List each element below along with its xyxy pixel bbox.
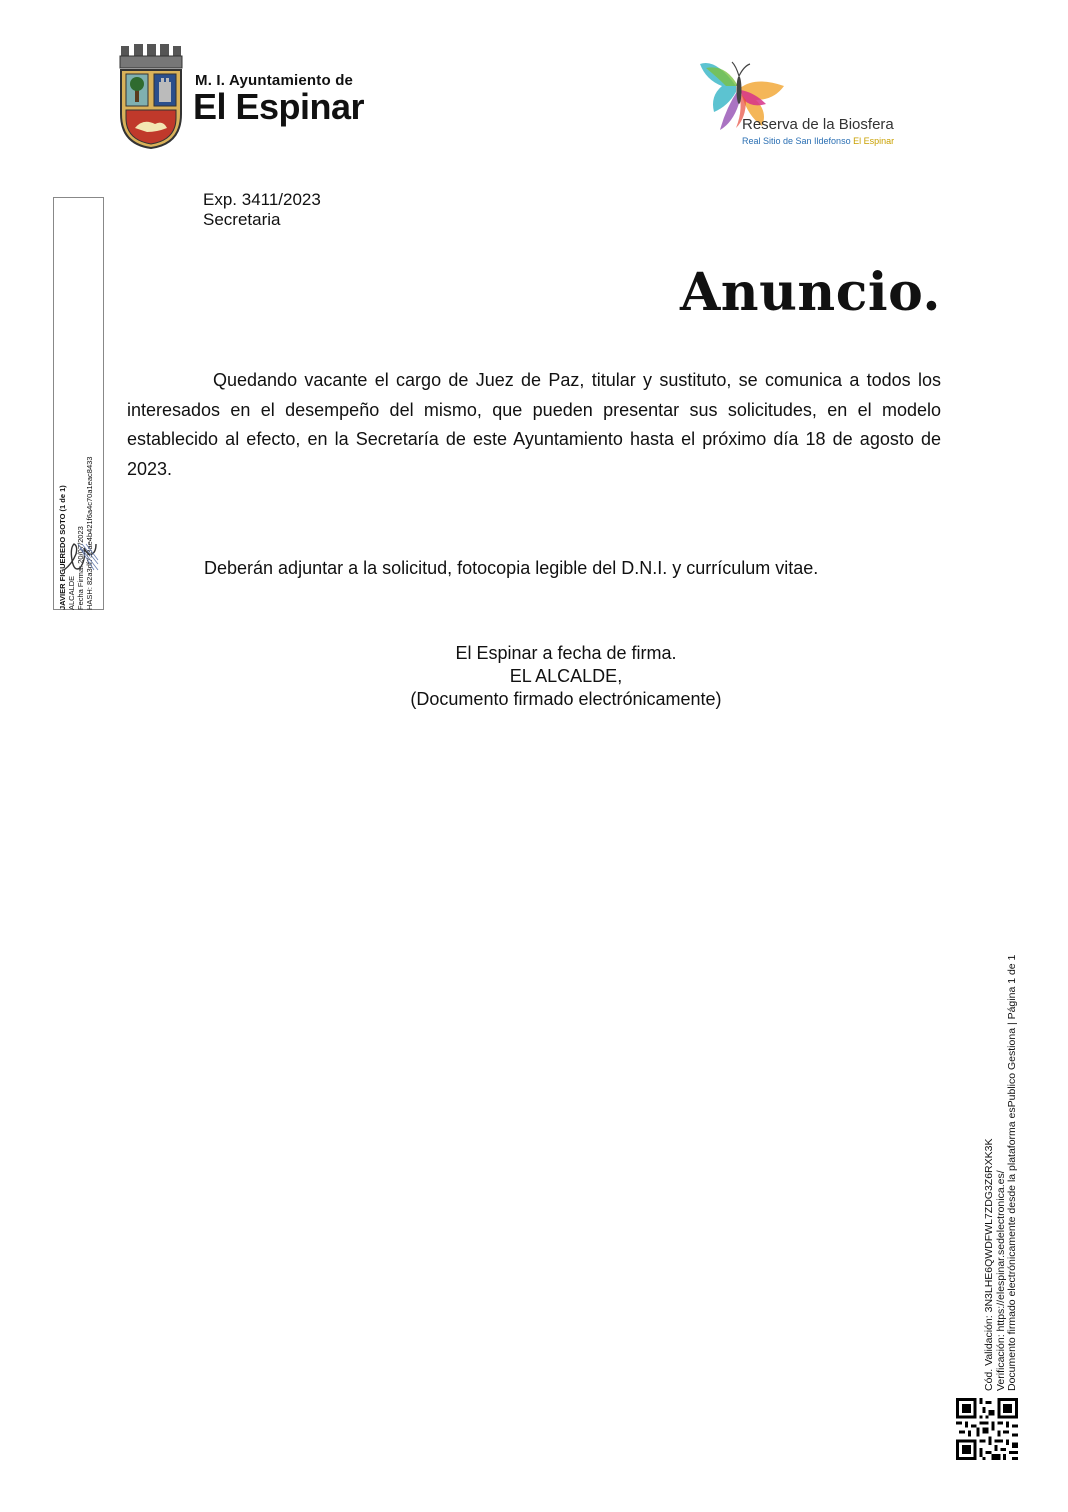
qr-code-icon (956, 1398, 1018, 1460)
biosphere-title: Reserva de la Biosfera (742, 116, 894, 133)
biosphere-subtitle-a: Real Sitio de San Ildefonso (742, 136, 851, 146)
verification-footer (984, 941, 1020, 1391)
signature-hash: HASH: 82a3df733ae4b421f6a4c70a1eac8433 (85, 456, 94, 610)
biosphere-subtitle-b: El Espinar (853, 136, 895, 146)
expedient-number: Exp. 3411/2023 (203, 190, 321, 209)
biosphere-subtitle (742, 136, 894, 146)
verification-url: Verificación: https://elespinar.sedelectronica.es/ (994, 1170, 1007, 1391)
handwritten-signature-icon (58, 534, 102, 578)
body-paragraph-1: Quedando vacante el cargo de Juez de Paz, titular y sustituto, se comunica a todos los interesados en el desempeño del mismo, que pueden presentar sus solicitudes, en el modelo establecido al efecto, en la Secretaría de este Ayuntamiento hasta el próximo día 18 de agosto de 2023. (127, 370, 941, 479)
coat-of-arms-logo (117, 44, 185, 150)
municipality-org-label: M. I. Ayuntamiento de (195, 72, 354, 89)
municipality-name: El Espinar (193, 86, 365, 127)
signer-role: ALCALDE (67, 575, 76, 610)
validation-code: Cód. Validación: 3N3LHE6QWDFWL7ZDG3Z6RXK3K (983, 1138, 995, 1391)
document-title: Anuncio. (679, 262, 941, 323)
place-date-line: El Espinar a fecha de firma. (455, 643, 677, 663)
body-paragraph-2: Deberán adjuntar a la solicitud, fotocopia legible del D.N.I. y currículum vitae. (204, 558, 819, 578)
department-label: Secretaria (203, 210, 281, 229)
signer-title: EL ALCALDE, (509, 666, 623, 686)
signature-date: Fecha Firma: 20/07/2023 (76, 526, 85, 610)
platform-note: Documento firmado electrónicamente desde la plataforma esPublico Gestiona | Página 1 de 1 (1006, 954, 1018, 1391)
signer-name: JAVIER FIGUEREDO SOTO (1 de 1) (58, 485, 67, 610)
signed-note: (Documento firmado electrónicamente) (410, 689, 722, 709)
